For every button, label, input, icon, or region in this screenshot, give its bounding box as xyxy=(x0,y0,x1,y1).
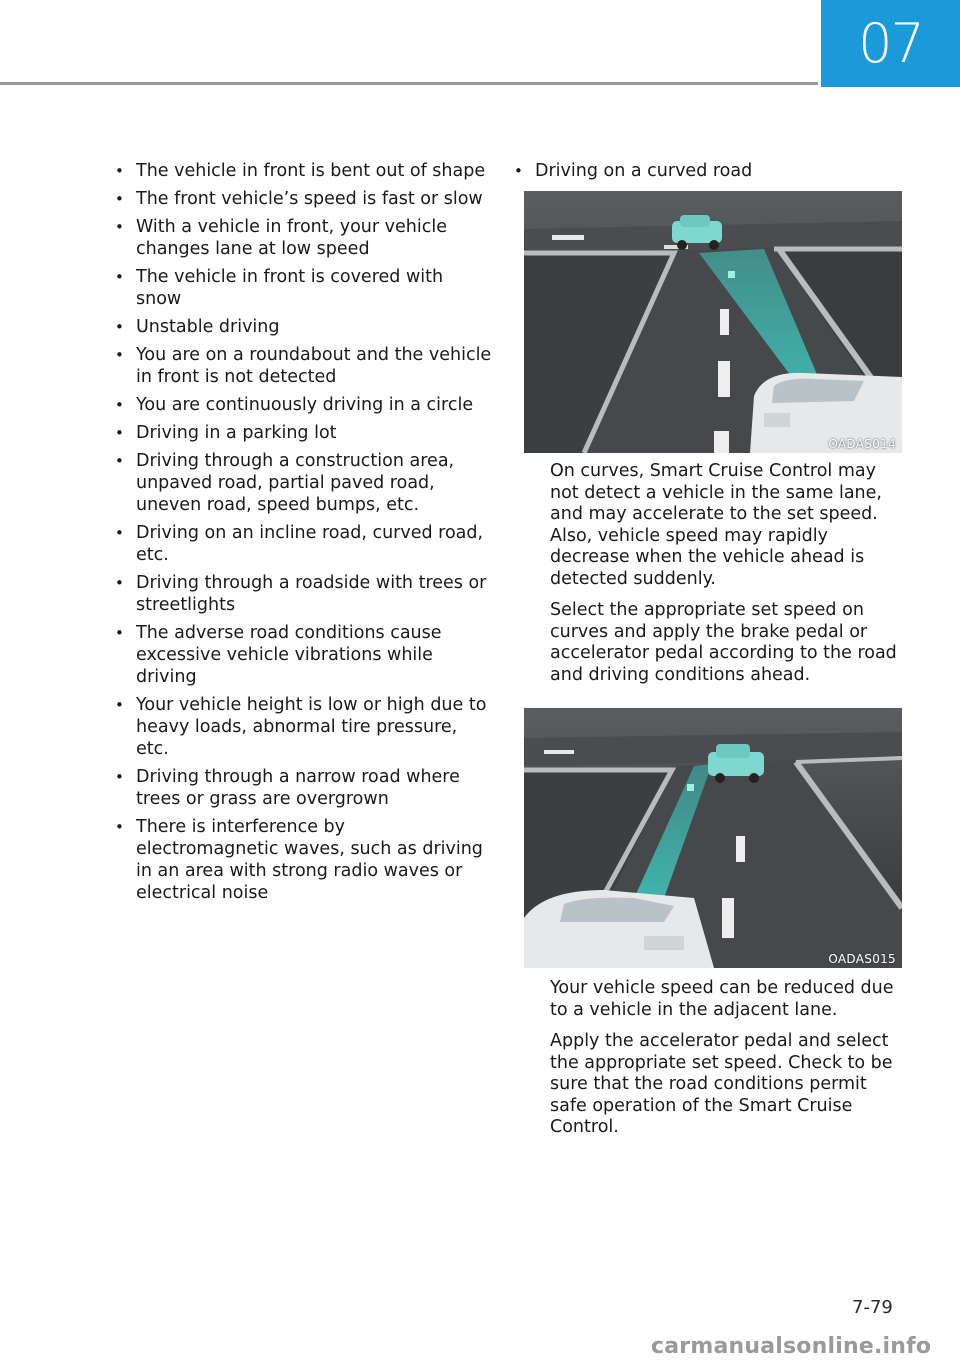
list-item xyxy=(113,394,493,416)
bullet-text: Driving through a narrow road where trees or grass are overgrown xyxy=(136,767,460,809)
paragraph: Apply the accelerator pedal and select the appropriate set speed. Check to be sure that the road conditions permit safe operation of the Smart Cruise Control. xyxy=(550,1031,893,1137)
bullet-icon: • xyxy=(115,218,124,236)
own-vehicle-icon xyxy=(524,890,714,968)
curved-road-illustration xyxy=(524,191,902,453)
list-item xyxy=(113,188,493,210)
bullet-icon: • xyxy=(115,346,124,364)
condition-list xyxy=(113,160,493,904)
list-item xyxy=(113,422,493,444)
curved-road-scene xyxy=(524,191,902,453)
list-item xyxy=(113,622,493,688)
bullet-text: You are on a roundabout and the vehicle in front is not detected xyxy=(136,345,492,387)
bullet-icon: • xyxy=(115,424,124,442)
bullet-text: Driving through a construction area, unpaved road, partial paved road, uneven road, speed bumps, etc. xyxy=(136,451,455,515)
bullet-text: The adverse road conditions cause excessive vehicle vibrations while driving xyxy=(136,623,442,687)
bullet-icon: • xyxy=(115,318,124,336)
bullet-text: The front vehicle’s speed is fast or slow xyxy=(136,189,483,209)
bullet-icon: • xyxy=(115,268,124,286)
list-item xyxy=(113,816,493,904)
list-item xyxy=(113,522,493,566)
list-item xyxy=(113,160,493,182)
paragraph: Select the appropriate set speed on curves and apply the brake pedal or accelerator pedal according to the road and driving conditions ahead. xyxy=(550,600,897,685)
bullet-text: Your vehicle height is low or high due to heavy loads, abnormal tire pressure, etc. xyxy=(136,695,487,759)
bullet-text: The vehicle in front is covered with snow xyxy=(136,267,444,309)
right-column xyxy=(512,160,907,1149)
bullet-icon: • xyxy=(514,162,523,180)
adjacent-lane-scene xyxy=(524,708,902,968)
bullet-icon: • xyxy=(115,818,124,836)
bullet-text: There is interference by electromagnetic waves, such as driving in an area with strong radio waves or electrical noise xyxy=(136,817,483,903)
bullet-icon: • xyxy=(115,574,124,592)
list-item xyxy=(512,160,907,182)
bullet-icon: • xyxy=(115,524,124,542)
paragraph: On curves, Smart Cruise Control may not detect a vehicle in the same lane, and may accelerate to the set speed. Also, vehicle speed may rapidly decrease when the vehicle ahead is detected suddenly. xyxy=(550,461,882,589)
figure-code: OADAS015 xyxy=(828,952,896,966)
bullet-text: Driving on a curved road xyxy=(535,161,753,181)
watermark: carmanualsonline.info xyxy=(651,1334,932,1359)
bullet-text: Driving through a roadside with trees or streetlights xyxy=(136,573,487,615)
bullet-icon: • xyxy=(115,162,124,180)
list-item xyxy=(113,572,493,616)
bullet-text: With a vehicle in front, your vehicle changes lane at low speed xyxy=(136,217,447,259)
bullet-text: Driving on an incline road, curved road, etc. xyxy=(136,523,484,565)
bullet-icon: • xyxy=(115,396,124,414)
list-item xyxy=(113,216,493,260)
figure-code: OADAS014 xyxy=(828,437,896,451)
bullet-icon: • xyxy=(115,452,124,470)
bullet-icon: • xyxy=(115,190,124,208)
list-item xyxy=(113,344,493,388)
bullet-icon: • xyxy=(115,696,124,714)
bullet-text: Unstable driving xyxy=(136,317,280,337)
curved-road-list xyxy=(512,160,907,182)
bullet-text: The vehicle in front is bent out of shape xyxy=(136,161,486,181)
bullet-text: You are continuously driving in a circle xyxy=(136,395,474,415)
chapter-number: 07 xyxy=(821,0,960,87)
page-number: 7-79 xyxy=(852,1297,893,1318)
adjacent-lane-illustration xyxy=(524,708,902,968)
list-item xyxy=(113,450,493,516)
left-column xyxy=(113,160,493,910)
bullet-icon: • xyxy=(115,624,124,642)
list-item xyxy=(113,316,493,338)
header-rule xyxy=(0,82,818,85)
paragraph: Your vehicle speed can be reduced due to a vehicle in the adjacent lane. xyxy=(550,978,894,1020)
list-item xyxy=(113,766,493,810)
bullet-text: Driving in a parking lot xyxy=(136,423,337,443)
bullet-icon: • xyxy=(115,768,124,786)
list-item xyxy=(113,266,493,310)
list-item xyxy=(113,694,493,760)
